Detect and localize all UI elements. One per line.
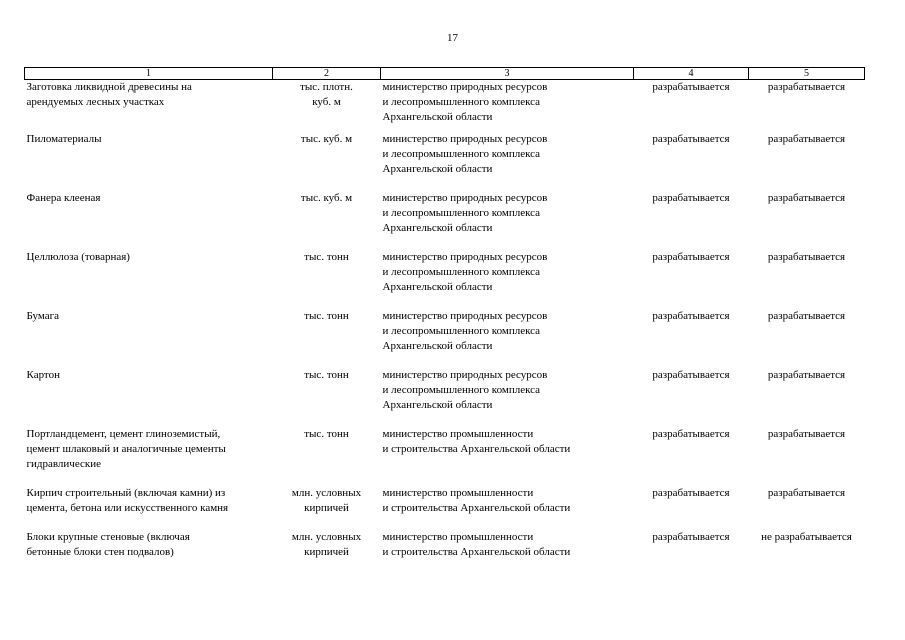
status-col4: разрабатывается: [652, 132, 730, 145]
indicator-name: Картон: [26, 368, 60, 381]
table-row: [25, 132, 865, 191]
status-col5: разрабатывается: [767, 309, 846, 322]
responsible-body: министерство природных ресурсов и лесопромышленного комплекса Архангельской области: [382, 309, 548, 352]
indicator-name: Кирпич строительный (включая камни) из цемента, бетона или искусственного камня: [26, 486, 229, 514]
column-header-4: 4: [634, 68, 749, 80]
responsible-body: министерство природных ресурсов и лесопромышленного комплекса Архангельской области: [382, 368, 548, 411]
unit: тыс. тонн: [304, 250, 349, 263]
status-col5: разрабатывается: [767, 81, 846, 93]
status-col4: разрабатывается: [652, 81, 730, 93]
unit: тыс. плотн. куб. м: [300, 81, 353, 108]
status-col5: разрабатывается: [767, 427, 846, 440]
column-header-3: 3: [381, 68, 634, 80]
responsible-body: министерство промышленности и строительства Архангельской области: [382, 427, 571, 455]
status-col4: разрабатывается: [652, 427, 730, 440]
status-col4: разрабатывается: [652, 368, 730, 381]
table-row: [25, 309, 865, 368]
indicator-name: Бумага: [26, 309, 60, 322]
responsible-body: министерство природных ресурсов и лесопромышленного комплекса Архангельской области: [382, 81, 548, 123]
table-row: [25, 486, 865, 530]
unit: тыс. куб. м: [300, 191, 353, 204]
responsible-body: министерство природных ресурсов и лесопромышленного комплекса Архангельской области: [382, 250, 548, 293]
page-number: 17: [447, 32, 458, 44]
indicator-name: Заготовка ликвидной древесины на арендуемых лесных участках: [26, 81, 192, 108]
status-col5: не разрабатывается: [761, 530, 852, 543]
indicators-table: [24, 67, 865, 589]
unit: тыс. тонн: [304, 368, 349, 381]
table-row: [25, 427, 865, 486]
table-row: [25, 250, 865, 309]
unit: млн. условных кирпичей: [291, 486, 362, 514]
column-header-1: 1: [25, 68, 273, 80]
status-col5: разрабатывается: [767, 132, 846, 145]
table-header-row: [25, 68, 865, 80]
indicator-name: Пиломатериалы: [26, 132, 102, 145]
responsible-body: министерство природных ресурсов и лесопромышленного комплекса Архангельской области: [382, 132, 548, 175]
responsible-body: министерство промышленности и строительства Архангельской области: [382, 530, 571, 558]
unit: тыс. куб. м: [300, 132, 353, 145]
status-col4: разрабатывается: [652, 250, 730, 263]
indicator-name: Фанера клееная: [26, 191, 101, 204]
column-header-2: 2: [273, 68, 381, 80]
status-col4: разрабатывается: [652, 530, 730, 543]
status-col4: разрабатывается: [652, 309, 730, 322]
responsible-body: министерство природных ресурсов и лесопромышленного комплекса Архангельской области: [382, 191, 548, 234]
indicator-name: Портландцемент, цемент глиноземистый, цемент шлаковый и аналогичные цементы гидравлические: [26, 427, 226, 470]
status-col5: разрабатывается: [767, 368, 846, 381]
table-row: [25, 80, 865, 132]
unit: млн. условных кирпичей: [291, 530, 362, 558]
responsible-body: министерство промышленности и строительства Архангельской области: [382, 486, 571, 514]
unit: тыс. тонн: [304, 427, 349, 440]
table-row: [25, 530, 865, 589]
status-col5: разрабатывается: [767, 191, 846, 204]
status-col5: разрабатывается: [767, 250, 846, 263]
unit: тыс. тонн: [304, 309, 349, 322]
table-row: [25, 368, 865, 427]
status-col4: разрабатывается: [652, 191, 730, 204]
table-row: [25, 191, 865, 250]
indicator-name: Целлюлоза (товарная): [26, 250, 130, 263]
column-header-5: 5: [749, 68, 865, 80]
status-col4: разрабатывается: [652, 486, 730, 499]
indicator-name: Блоки крупные стеновые (включая бетонные блоки стен подвалов): [26, 530, 190, 558]
status-col5: разрабатывается: [767, 486, 846, 499]
